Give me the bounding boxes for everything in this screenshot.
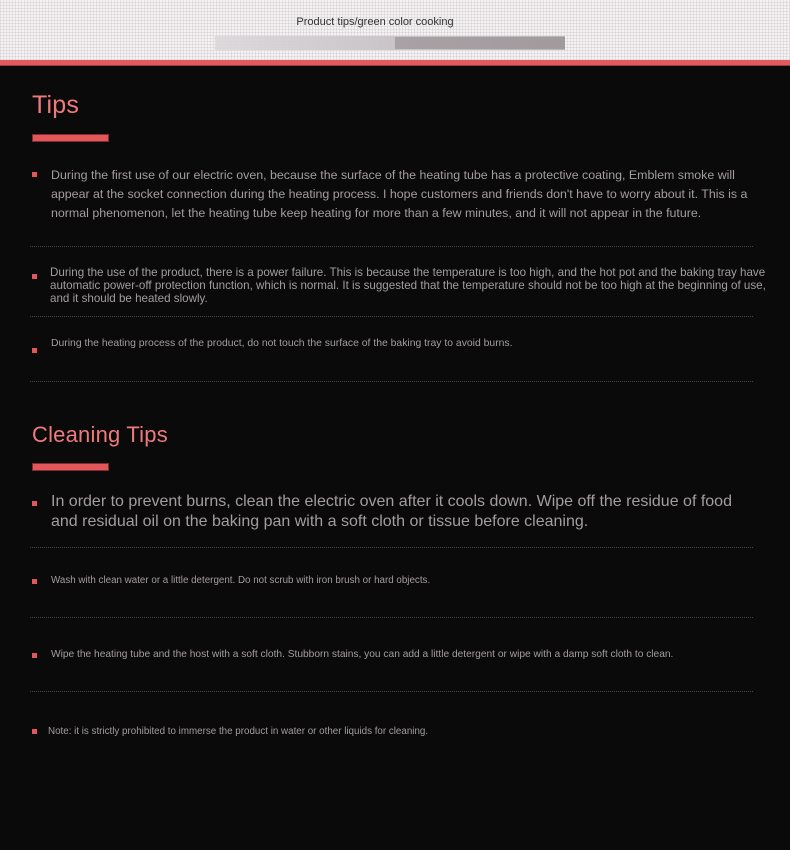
bullet-icon bbox=[32, 172, 37, 177]
section-heading-underline bbox=[32, 134, 109, 142]
bullet-icon bbox=[32, 579, 37, 584]
banner-decoration bbox=[215, 36, 565, 50]
dotted-divider bbox=[30, 691, 753, 692]
section-heading-underline bbox=[32, 463, 109, 471]
list-item-text: Wash with clean water or a little detergent. Do not scrub with iron brush or hard objects. bbox=[51, 575, 431, 586]
bullet-icon bbox=[32, 501, 37, 506]
dotted-divider bbox=[30, 316, 753, 317]
list-item-text: Wipe the heating tube and the host with a soft cloth. Stubborn stains, you can add a little detergent or wipe with a damp soft cloth to clean. bbox=[51, 649, 674, 660]
bullet-icon bbox=[32, 729, 37, 734]
top-banner bbox=[0, 0, 790, 60]
accent-line bbox=[0, 60, 790, 66]
section-heading-cleaning-tips: Cleaning Tips bbox=[32, 422, 168, 447]
bullet-icon bbox=[32, 274, 37, 279]
bullet-icon bbox=[32, 653, 37, 658]
dotted-divider bbox=[30, 547, 753, 548]
section-heading-tips: Tips bbox=[32, 91, 80, 119]
list-item-text: During the heating process of the product, do not touch the surface of the baking tray to avoid burns. bbox=[51, 338, 513, 349]
list-item-text: During the first use of our electric oven, because the surface of the heating tube has a protective coating, Emblem smoke will appear at the socket connection during the heating process. I hope customers and friends don't have to worry about it. This is a normal phenomenon, let the heating tube keep heating for more than a few minutes, and it will not appear in the future. bbox=[51, 168, 748, 220]
dotted-divider bbox=[30, 381, 753, 382]
bullet-icon bbox=[32, 348, 37, 353]
list-item-text: During the use of the product, there is a power failure. This is because the temperature is too high, and the hot pot and the baking tray have automatic power-off protection function, which is normal. It is suggested that the temperature should not be too high at the beginning of use, and it should be heated slowly. bbox=[50, 266, 766, 305]
dotted-divider bbox=[30, 617, 753, 618]
banner-title: Product tips/green color cooking bbox=[296, 16, 454, 28]
list-item-text: In order to prevent burns, clean the electric oven after it cools down. Wipe off the residue of food and residual oil on the baking pan with a soft cloth or tissue before cleaning. bbox=[51, 493, 732, 530]
dotted-divider bbox=[30, 246, 753, 247]
list-item-text: Note: it is strictly prohibited to immerse the product in water or other liquids for cleaning. bbox=[48, 726, 429, 737]
banner-decoration-dark bbox=[395, 37, 565, 49]
